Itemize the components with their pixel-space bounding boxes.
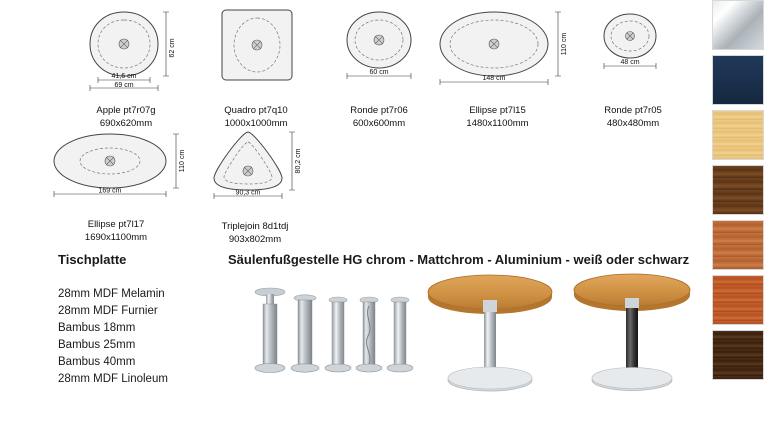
swatch-metallic-silver[interactable] xyxy=(712,0,764,50)
svg-text:48 cm: 48 cm xyxy=(620,59,640,66)
shape-cell-triplejoin xyxy=(192,126,332,246)
swatch-dark-walnut[interactable] xyxy=(712,165,764,215)
column-base-2 xyxy=(291,295,319,372)
tabletop-heading: Tischplatte xyxy=(58,252,127,267)
material-list xyxy=(58,286,168,388)
swatch-light-maple[interactable] xyxy=(712,110,764,160)
column-base-1 xyxy=(255,288,285,373)
material-item: Bambus 40mm xyxy=(58,356,136,368)
material-item: 28mm MDF Linoleum xyxy=(58,373,168,385)
shape-dim: 1480x1100mm xyxy=(466,118,529,129)
svg-text:110 cm: 110 cm xyxy=(561,32,568,56)
bases-heading: Säulenfußgestelle HG chrom - Mattchrom - Aluminium - weiß oder schwarz xyxy=(228,252,690,267)
quadro-drawing xyxy=(196,4,316,96)
shape-name: Ellipse pt7l15 xyxy=(469,105,526,116)
finished-table-renders xyxy=(420,270,700,420)
shape-name: Ronde pt7r06 xyxy=(350,105,408,116)
shape-name: Triplejoin 8d1tdj xyxy=(221,221,289,232)
shape-dim: 1000x1000mm xyxy=(224,118,288,129)
material-item: Bambus 18mm xyxy=(58,322,136,334)
shape-name: Ronde pt7r05 xyxy=(604,105,662,116)
svg-text:80,2 cm: 80,2 cm xyxy=(295,148,302,174)
column-base-5 xyxy=(387,297,413,372)
svg-text:62 cm: 62 cm xyxy=(169,38,176,58)
swatch-dark-navy[interactable] xyxy=(712,55,764,105)
shape-cell-ellipse-148 xyxy=(432,4,577,130)
table-render-black xyxy=(574,274,690,391)
material-item: Bambus 25mm xyxy=(58,339,136,351)
shape-dim: 690x620mm xyxy=(99,118,153,129)
shape-cell-ronde-48 xyxy=(578,4,688,130)
ronde-60-drawing xyxy=(324,4,434,96)
svg-text:110 cm: 110 cm xyxy=(179,149,186,173)
ellipse-169-drawing xyxy=(44,128,204,208)
shape-dim: 903x802mm xyxy=(228,234,282,245)
shape-name: Quadro pt7q10 xyxy=(224,105,288,116)
table-render-chrome xyxy=(428,275,552,391)
svg-text:60 cm: 60 cm xyxy=(369,69,389,76)
svg-text:69 cm: 69 cm xyxy=(114,82,134,89)
column-base-illustrations xyxy=(250,280,420,390)
material-swatch-column xyxy=(712,0,768,385)
shape-name: Ellipse pt7l17 xyxy=(87,219,145,230)
column-base-4 xyxy=(356,297,382,372)
swatch-medium-cherry[interactable] xyxy=(712,220,764,270)
apple-drawing xyxy=(66,4,186,96)
ronde-48-drawing xyxy=(578,4,688,96)
shape-cell-apple xyxy=(66,4,186,130)
svg-text:169 cm: 169 cm xyxy=(98,187,122,195)
shape-dim: 600x600mm xyxy=(352,118,406,129)
swatch-red-mahogany[interactable] xyxy=(712,275,764,325)
triplejoin-drawing xyxy=(192,126,332,210)
shape-dim: 1690x1100mm xyxy=(84,232,148,243)
shape-name: Apple pt7r07g xyxy=(96,105,156,116)
swatch-dark-wenge[interactable] xyxy=(712,330,764,380)
svg-text:90,3 cm: 90,3 cm xyxy=(235,189,261,197)
material-item: 28mm MDF Melamin xyxy=(58,288,165,300)
column-base-3 xyxy=(325,297,351,372)
shape-dim: 480x480mm xyxy=(606,118,660,129)
svg-text:41,6 cm: 41,6 cm xyxy=(111,73,137,80)
ellipse-148-drawing xyxy=(432,4,577,96)
svg-text:148 cm: 148 cm xyxy=(482,75,506,82)
material-item: 28mm MDF Furnier xyxy=(58,305,158,317)
shape-cell-quadro xyxy=(196,4,316,130)
